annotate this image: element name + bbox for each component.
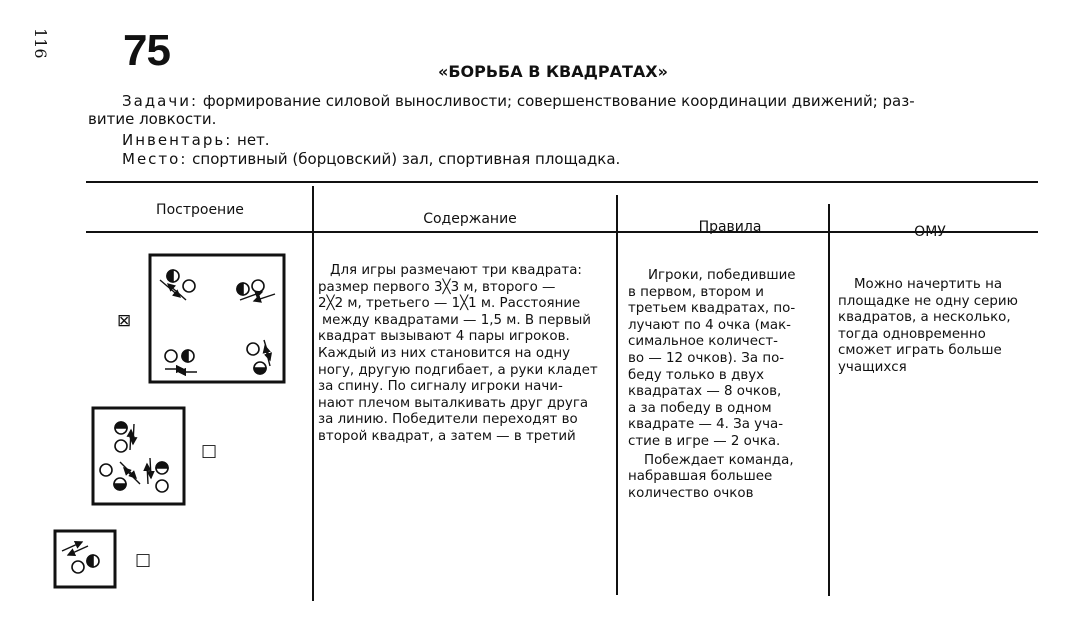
omu-line: площадке не одну серию (838, 293, 1018, 309)
game-number: 75 (123, 26, 170, 75)
leader-icon: ⊠ (117, 311, 132, 331)
rules-line: набравшая большее (628, 469, 773, 485)
omu-line: Можно начертить на (854, 277, 1003, 292)
omu-line: сможет играть больше (838, 343, 1002, 359)
empty-square-icon: □ (201, 441, 218, 461)
rules-line: беду только в двух (628, 367, 765, 383)
content-line: за линию. Победители переходят во (318, 412, 578, 428)
place-label: Место: (122, 150, 188, 168)
page-title: «БОРЬБА В КВАДРАТАХ» (438, 62, 668, 81)
square-second (93, 408, 184, 504)
tasks-text: формирование силовой выносливости; совершенствование координации движений; раз- (202, 92, 915, 110)
content-line: Для игры размечают три квадрата: (330, 263, 582, 278)
omu-line: квадратов, а несколько, (838, 310, 1011, 326)
content-line: за спину. По сигналу игроки начи- (318, 379, 563, 395)
content-line: нают плечом выталкивать друг друга (318, 395, 589, 411)
content-line: Каждый из них становится на одну (318, 345, 571, 361)
header-rules: Правила (698, 219, 762, 235)
equipment-text: нет. (237, 131, 270, 149)
content-line: 2╳2 м, третьего — 1╳1 м. Расстояние (318, 296, 581, 312)
rules-line: стие в игре — 2 очка. (628, 433, 781, 449)
rules-line: квадратах — 8 очков, (628, 384, 782, 400)
rules-line: а за победу в одном (628, 400, 772, 416)
omu-line: учащихся (838, 359, 907, 375)
rules-line: во — 12 очков). За по- (628, 350, 785, 366)
content-line: второй квадрат, а затем — в третий (318, 428, 576, 444)
content-line: размер первого 3╳3 м, второго — (318, 279, 556, 295)
rules-line: квадрате — 4. За уча- (628, 417, 784, 433)
equipment-label: Инвентарь: (122, 131, 233, 149)
header-omu: ОМУ (914, 224, 946, 240)
rules-line: лучают по 4 очка (мак- (628, 317, 792, 333)
rules-line: количество очков (628, 485, 754, 501)
rules-line: в первом, втором и (628, 284, 764, 300)
empty-square-icon: □ (135, 550, 152, 570)
content-line: квадрат вызывают 4 пары игроков. (318, 329, 570, 345)
rules-line: симальное количест- (628, 334, 778, 350)
rules-line: третьем квадратах, по- (628, 301, 796, 317)
content-line: между квадратами — 1,5 м. В первый (322, 312, 591, 328)
tasks-line-2: витие ловкости. (88, 110, 217, 128)
player-pair (72, 270, 266, 573)
tasks-label: Задачи: (122, 92, 199, 110)
place-text: спортивный (борцовский) зал, спортивная площадка. (192, 150, 621, 168)
square-third (55, 531, 115, 587)
rules-line: Побеждает команда, (644, 452, 794, 468)
header-formation: Построение (156, 202, 244, 218)
rules-line: Игроки, победившие (648, 268, 796, 283)
header-content: Содержание (423, 211, 517, 227)
page-number: 116 (31, 28, 50, 59)
omu-line: тогда одновременно (838, 326, 986, 342)
content-line: ногу, другую подгибает, а руки кладет (318, 362, 598, 378)
